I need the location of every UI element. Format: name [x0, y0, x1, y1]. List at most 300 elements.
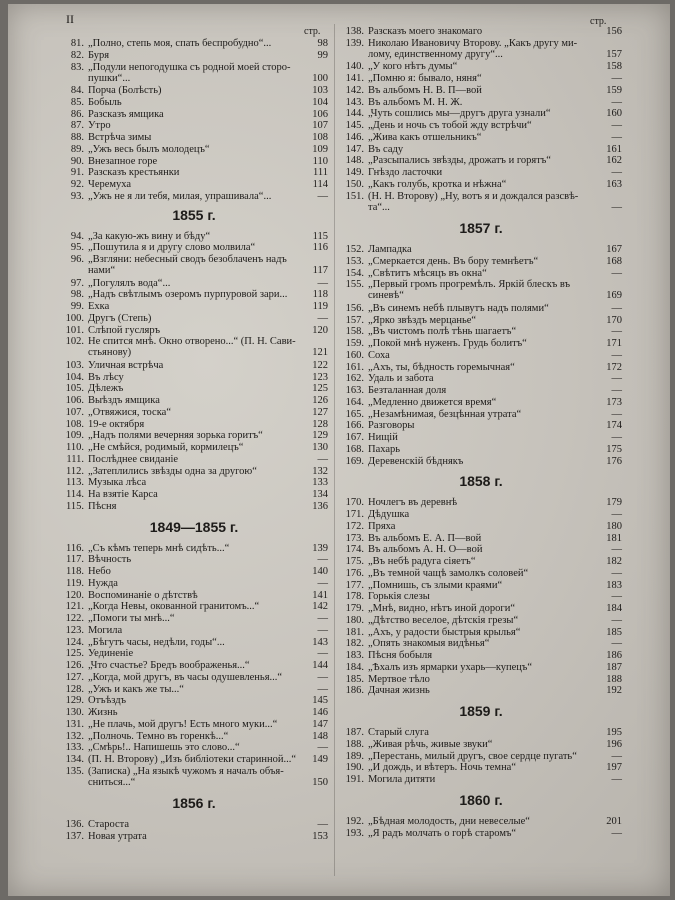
entry-page: — [317, 577, 328, 589]
entry-number: 83. [70, 61, 84, 73]
entry-number: 93. [70, 190, 84, 202]
entry-number: 138. [345, 26, 364, 37]
entry-number: 176. [345, 567, 364, 579]
entry-number: 134. [65, 754, 84, 765]
entry-page: — [317, 312, 328, 324]
entry-title: Музыка лѣса [88, 477, 147, 489]
entry-title: „Медленно движется время“ [368, 396, 497, 408]
entry-title: (Н. Н. Второву) „Ну, вотъ я и дождался разсвѣ- та“... [368, 190, 579, 213]
entry-title: Пряха [368, 520, 396, 532]
entry-page: 148 [312, 730, 328, 742]
entry-number: 98. [70, 289, 84, 301]
entry-page: 158 [606, 61, 622, 73]
entry-page: 159 [606, 84, 622, 96]
entry-number: 177. [345, 579, 364, 591]
entry-page: 146 [312, 707, 328, 718]
entry-number: 124. [65, 636, 84, 648]
entry-page: 108 [312, 132, 328, 143]
entry-title: „Помоги ты мнѣ...“ [88, 613, 175, 624]
entry-number: 129. [65, 695, 84, 707]
entry-number: 157. [345, 314, 364, 326]
entry-number: 185. [345, 673, 364, 685]
entry-title: „Когда Невы, окованной гранитомъ...“ [88, 601, 260, 613]
entry-title: „Ужъ весь былъ молодецъ“ [88, 143, 210, 155]
entry-number: 137. [65, 831, 84, 842]
entry-number: 187. [345, 727, 364, 738]
entry-page: — [317, 453, 328, 465]
entry-page: 196 [606, 738, 622, 750]
entry-page: 122 [312, 359, 328, 371]
entry-number: 156. [345, 302, 364, 314]
entry-page: 106 [312, 108, 328, 120]
entry-page: 127 [312, 406, 328, 418]
entry-number: 107. [65, 406, 84, 418]
entry-number: 150. [345, 178, 364, 190]
book-page [8, 4, 670, 896]
page-column-label: стр. [590, 16, 607, 27]
entry-number: 186. [345, 685, 364, 697]
entry-page: 167 [606, 244, 622, 255]
entry-title: Въ лѣсу [88, 371, 124, 383]
entry-number: 115. [66, 500, 84, 512]
entry-number: 102. [65, 336, 84, 348]
entry-title: Новая утрата [88, 831, 147, 842]
entry-page: — [611, 544, 622, 556]
entry-page: — [611, 201, 622, 213]
entry-title: Соха [368, 349, 390, 361]
entry-title: Въ альбомъ М. Н. Ж. [368, 96, 463, 108]
entry-page: 140 [312, 566, 328, 577]
entry-number: 128. [65, 683, 84, 695]
entry-page: 110 [312, 155, 328, 167]
entry-page: — [317, 190, 328, 202]
entry-title: „Въ темной чащѣ замолкъ соловей“ [368, 567, 529, 579]
entry-page: 133 [312, 477, 328, 489]
entry-title: „Пошутила я и другу слово молвила“ [88, 242, 256, 254]
entry-page: 104 [312, 96, 328, 108]
entry-page: 153 [312, 831, 328, 842]
entry-page: — [611, 567, 622, 579]
entry-title: Могила дитяти [368, 774, 436, 785]
entry-number: 91. [70, 167, 84, 179]
entry-page: — [611, 302, 622, 314]
entry-number: 116. [66, 542, 84, 554]
entry-page: 99 [317, 49, 328, 61]
entry-page: 134 [312, 489, 328, 500]
entry-number: 95. [70, 242, 84, 254]
entry-title: „Жива какъ отшельникъ“ [368, 131, 482, 143]
entry-page: — [611, 349, 622, 361]
entry-title: Нищій [368, 432, 398, 443]
entry-number: 121. [65, 601, 84, 613]
entry-number: 117. [66, 554, 84, 566]
entry-page: 174 [606, 420, 622, 432]
entry-page: 147 [312, 718, 328, 730]
entry-page: 141 [312, 589, 328, 601]
entry-page: 201 [606, 815, 622, 827]
entry-page: — [611, 638, 622, 650]
entry-number: 123. [65, 624, 84, 636]
entry-title: Послѣднее свиданіе [88, 453, 179, 465]
entry-title: „И дождь, и вѣтеръ. Ночь темна“ [368, 762, 517, 774]
entry-number: 125. [65, 648, 84, 660]
entry-number: 142. [345, 84, 364, 96]
entry-page: — [611, 167, 622, 178]
entry-title: На взятіе Карса [88, 489, 158, 500]
year-heading-1849-1855: 1849—1855 г. [149, 518, 239, 535]
entry-title: Староста [88, 819, 130, 831]
entry-title: „Надъ свѣтлымъ озеромъ пурпуровой зари... [88, 289, 288, 301]
entry-number: 118. [66, 566, 84, 577]
entry-title: Лампадка [368, 244, 412, 255]
entry-title: „Мнѣ, видно, нѣтъ иной дороги“ [368, 603, 515, 614]
entry-title: Николаю Ивановичу Второву. „Какъ другу ми- лому, единственному другу“... [368, 37, 578, 60]
entry-title: „Разсыпались звѣзды, дрожатъ и горятъ“ [368, 155, 551, 167]
entry-title: „Ужъ и какъ же ты...“ [88, 683, 184, 695]
entry-page: 111 [313, 167, 328, 179]
entry-number: 101. [65, 324, 84, 336]
entry-number: 140. [345, 61, 364, 73]
entry-title: (Записка) „На языкѣ чужомъ я началъ объя- сниться...“ [88, 765, 284, 788]
entry-number: 193. [345, 827, 364, 839]
entry-title: Разсказъ моего знакомаго [368, 26, 483, 37]
entry-number: 133. [65, 742, 84, 754]
entry-number: 181. [345, 626, 364, 638]
entry-page: 149 [312, 754, 328, 765]
entry-number: 148. [345, 155, 364, 167]
entry-number: 139. [345, 37, 364, 49]
entry-title: Разсказъ крестьянки [88, 167, 180, 179]
entry-title: Буря [88, 49, 110, 61]
entry-title: Мертвое тѣло [368, 673, 430, 685]
entry-title: „Помнишь, съ злыми краями“ [368, 579, 503, 591]
entry-number: 135. [65, 765, 84, 777]
entry-page: 139 [312, 542, 328, 554]
entry-page: — [611, 385, 622, 396]
entry-title: „Ахъ, у радости быстрыя крылья“ [368, 626, 521, 638]
entry-number: 175. [345, 556, 364, 567]
entry-number: 154. [345, 267, 364, 279]
entry-page: 184 [606, 603, 622, 614]
entry-title: Небо [88, 566, 111, 577]
entry-page: 195 [606, 727, 622, 738]
entry-number: 90. [70, 155, 84, 167]
entry-title: Пѣсня [88, 500, 117, 512]
entry-page: 163 [606, 178, 622, 190]
entry-number: 131. [65, 718, 84, 730]
entry-title: „Полночь. Темно въ горенкѣ...“ [88, 730, 229, 742]
entry-number: 120. [65, 589, 84, 601]
entry-number: 87. [70, 120, 84, 132]
entry-number: 136. [65, 819, 84, 831]
entry-number: 158. [345, 326, 364, 338]
entry-number: 144. [345, 108, 364, 120]
entry-title: „Взгляни: небесный сводъ безоблаченъ надъ нами“ [88, 254, 287, 276]
entry-page: 172 [606, 361, 622, 373]
year-heading-1858: 1858 г. [459, 473, 503, 490]
entry-title: „Надъ полями вечерняя зорька горитъ“ [88, 430, 263, 442]
entry-title: „Бѣдная молодость, дни невеселые“ [368, 815, 530, 827]
entry-title: „У кого нѣтъ думы“ [368, 61, 458, 73]
entry-page: 144 [312, 660, 328, 671]
entry-title: Ехка [88, 301, 110, 312]
entry-number: 92. [70, 179, 84, 190]
entry-page: 145 [312, 695, 328, 707]
entry-number: 127. [65, 671, 84, 683]
entry-number: 85. [70, 96, 84, 108]
entry-title: „Дѣтство веселое, дѣтскія грезы“ [368, 614, 519, 626]
entry-page: 129 [312, 430, 328, 442]
entry-title: „Я радъ молчать о горѣ старомъ“ [368, 827, 517, 839]
entry-page: 157 [606, 48, 622, 60]
entry-title: „Перестань, милый другъ, свое сердце пугать“ [368, 750, 577, 762]
entry-page: — [317, 624, 328, 636]
entry-page: 120 [312, 324, 328, 336]
year-heading-1860: 1860 г. [459, 791, 503, 808]
entry-number: 170. [345, 497, 364, 509]
entry-title: „Незамѣнимая, безцѣнная утрата“ [368, 408, 522, 420]
entry-number: 178. [345, 591, 364, 603]
entry-number: 105. [65, 383, 84, 395]
entry-title: „Какъ голубь, кротка и нѣжна“ [368, 178, 507, 190]
entry-title: „Опять знакомыя видѣнья“ [368, 638, 490, 650]
entry-page: — [317, 613, 328, 624]
entry-title: Ночлегъ въ деревнѣ [368, 497, 458, 509]
entry-title: Дачная жизнь [368, 685, 430, 697]
entry-title: Порча (Болѣсть) [88, 85, 162, 96]
entry-number: 126. [65, 660, 84, 671]
entry-number: 146. [345, 131, 364, 143]
entry-title: „День и ночь съ тобой жду встрѣчи“ [368, 120, 532, 131]
entry-number: 103. [65, 359, 84, 371]
entry-page: 176 [606, 455, 622, 467]
entry-number: 143. [345, 96, 364, 108]
entry-title: Дѣдушка [368, 509, 410, 520]
entry-page: — [611, 73, 622, 84]
entry-page: 125 [312, 383, 328, 395]
entry-title: „Свѣтитъ мѣсяцъ въ окна“ [368, 267, 487, 279]
entry-number: 151. [345, 190, 364, 202]
entry-page: 136 [312, 500, 328, 512]
entry-page: 162 [606, 155, 622, 167]
entry-title: „Въ синемъ небѣ плывутъ надъ полями“ [368, 302, 549, 314]
entry-page: — [611, 750, 622, 762]
entry-page: 187 [606, 661, 622, 673]
entry-page: — [611, 827, 622, 839]
entry-page: 197 [606, 762, 622, 774]
entry-page: 169 [606, 290, 622, 302]
entry-number: 183. [345, 650, 364, 661]
entry-title: „Покой мнѣ нуженъ. Грудь болитъ“ [368, 338, 527, 349]
entry-page: — [611, 432, 622, 443]
entry-number: 168. [345, 443, 364, 455]
entry-number: 155. [345, 279, 364, 291]
entry-page: 103 [312, 85, 328, 96]
entry-title: Старый слуга [368, 727, 429, 738]
entry-page: — [317, 671, 328, 683]
entry-number: 162. [345, 373, 364, 385]
entry-page: 119 [312, 301, 328, 312]
entry-title: „Ахъ, ты, бѣдность горемычная“ [368, 361, 515, 373]
entry-page: — [317, 648, 328, 660]
entry-number: 159. [345, 338, 364, 349]
entry-page: 161 [606, 143, 622, 155]
entry-number: 149. [345, 167, 364, 178]
entry-title: Бобыль [88, 96, 122, 108]
entry-title: Встрѣча зимы [88, 132, 152, 143]
entry-page: — [317, 277, 328, 289]
entry-number: 184. [345, 661, 364, 673]
entry-title: „Не смѣйся, родимый, кормилецъ“ [88, 442, 244, 453]
entry-title: „Помню я: бывало, няня“ [368, 73, 482, 84]
entry-title: Другъ (Степь) [88, 312, 152, 324]
entry-title: „За какую-жъ вину и бѣду“ [88, 230, 211, 242]
entry-number: 164. [345, 396, 364, 408]
entry-number: 106. [65, 395, 84, 406]
entry-title: Уличная встрѣча [88, 359, 164, 371]
entry-title: „Смеркается день. Въ бору темнѣетъ“ [368, 255, 539, 267]
entry-number: 99. [70, 301, 84, 312]
entry-title: „Погулялъ вода“... [88, 277, 171, 289]
entry-page: 185 [606, 626, 622, 638]
entry-page: 109 [312, 143, 328, 155]
entry-page: 150 [312, 776, 328, 788]
entry-page: 160 [606, 108, 622, 120]
entry-number: 172. [345, 520, 364, 532]
entry-title: Слѣпой гусляръ [88, 324, 161, 336]
entry-page: 115 [312, 230, 328, 242]
entry-number: 171. [345, 509, 364, 520]
entry-page: — [611, 591, 622, 603]
entry-number: 122. [65, 613, 84, 624]
entry-title: Воспоминаніе о дѣтствѣ [88, 589, 198, 601]
entry-page: — [317, 742, 328, 754]
year-heading-1857: 1857 г. [459, 220, 503, 236]
entry-page: 116 [312, 242, 328, 254]
entry-number: 174. [345, 544, 364, 556]
entry-page: 100 [312, 72, 328, 84]
entry-number: 108. [65, 418, 84, 430]
entry-title: „Ярко звѣздъ мерцанье“ [368, 314, 477, 326]
entry-number: 147. [345, 143, 364, 155]
entry-number: 165. [345, 408, 364, 420]
entry-page: — [317, 819, 328, 831]
entry-title: Гнѣздо ласточки [368, 167, 443, 178]
entry-number: 192. [345, 815, 364, 827]
entry-title: Въ альбомъ А. Н. О—вой [368, 544, 483, 556]
entry-page: 171 [606, 338, 622, 349]
entry-page: 192 [606, 685, 622, 697]
entry-title: Дѣлежъ [88, 383, 124, 395]
entry-title: „Чуть сошлись мы—другъ друга узнали“ [368, 108, 551, 120]
entry-title: Разсказъ ямщика [88, 108, 164, 120]
entry-number: 110. [66, 442, 84, 453]
entry-title: „Ѣхалъ изъ ярмарки ухарь—купецъ“ [368, 661, 533, 673]
entry-page: 179 [606, 497, 622, 509]
page-number: II [66, 12, 74, 26]
entry-number: 94. [70, 230, 84, 242]
entry-title: Удаль и забота [368, 373, 434, 385]
entry-page: 173 [606, 396, 622, 408]
entry-page: 188 [606, 673, 622, 685]
entry-title: „Въ небѣ радуга сіяетъ“ [368, 556, 476, 567]
entry-page: 130 [312, 442, 328, 453]
entry-page: 175 [606, 443, 622, 455]
year-heading-1855: 1855 г. [172, 206, 216, 223]
entry-page: 183 [606, 579, 622, 591]
entry-number: 153. [345, 255, 364, 267]
entry-page: — [317, 554, 328, 566]
year-heading-1859: 1859 г. [459, 703, 503, 719]
entry-page: — [611, 614, 622, 626]
entry-title: Внезапное горе [88, 155, 158, 167]
entry-title: Разговоры [368, 420, 415, 432]
entry-page: 181 [606, 532, 622, 544]
entry-title: „Что счастье? Бредъ воображенья...“ [88, 660, 250, 671]
entry-title: „Подули непогодушка съ родной моей сторо- пушки“... [88, 61, 291, 84]
entry-number: 96. [70, 254, 84, 265]
entry-title: Могила [88, 624, 123, 636]
entry-page: 107 [312, 120, 328, 132]
entry-page: 114 [312, 179, 328, 190]
entry-title: „Живая рѣчь, живые звуки“ [368, 738, 493, 750]
entry-title: Жизнь [88, 707, 118, 718]
entry-number: 166. [345, 420, 364, 432]
entry-title: 19-е октября [88, 418, 145, 430]
entry-title: Нужда [88, 577, 118, 589]
column-divider [334, 24, 335, 876]
entry-number: 190. [345, 762, 364, 774]
entry-number: 84. [70, 85, 84, 96]
entry-number: 160. [345, 349, 364, 361]
entry-title: Выѣздъ ямщика [88, 395, 160, 406]
entry-number: 188. [345, 738, 364, 750]
entry-page: 132 [312, 465, 328, 477]
entry-page: 170 [606, 314, 622, 326]
page-column-label: стр. [304, 26, 321, 37]
entry-page: 182 [606, 556, 622, 567]
entry-title: Пѣсня бобыля [368, 650, 433, 661]
entry-page: 128 [312, 418, 328, 430]
entry-number: 161. [345, 361, 364, 373]
entry-title: „Бѣгутъ часы, недѣли, годы“... [88, 636, 225, 648]
entry-page: 142 [312, 601, 328, 613]
entry-title: Деревенскій бѣднякъ [368, 455, 464, 467]
entry-number: 112. [66, 465, 84, 477]
entry-page: 117 [312, 265, 328, 276]
entry-title: „Когда, мой другъ, въ часы одушевленья...“ [88, 671, 283, 683]
entry-title: „Затеплились звѣзды одна за другою“ [88, 465, 257, 477]
entry-number: 152. [345, 244, 364, 255]
entry-number: 173. [345, 532, 364, 544]
entry-page: 168 [606, 255, 622, 267]
entry-title: Въ альбомъ Н. В. П—вой [368, 84, 482, 96]
entry-number: 189. [345, 750, 364, 762]
entry-page: — [611, 408, 622, 420]
entry-page: 126 [312, 395, 328, 406]
entry-number: 109. [65, 430, 84, 442]
entry-number: 113. [66, 477, 84, 489]
entry-page: — [611, 131, 622, 143]
year-heading-1856: 1856 г. [172, 795, 216, 812]
entry-page: — [611, 774, 622, 785]
entry-title: Утро [88, 120, 111, 132]
entry-number: 100. [65, 312, 84, 324]
entry-number: 191. [345, 774, 364, 785]
entry-page: — [611, 509, 622, 520]
entry-title: (П. Н. Второву) „Изъ библіотеки старинной...“ [88, 754, 297, 765]
entry-number: 179. [345, 603, 364, 614]
